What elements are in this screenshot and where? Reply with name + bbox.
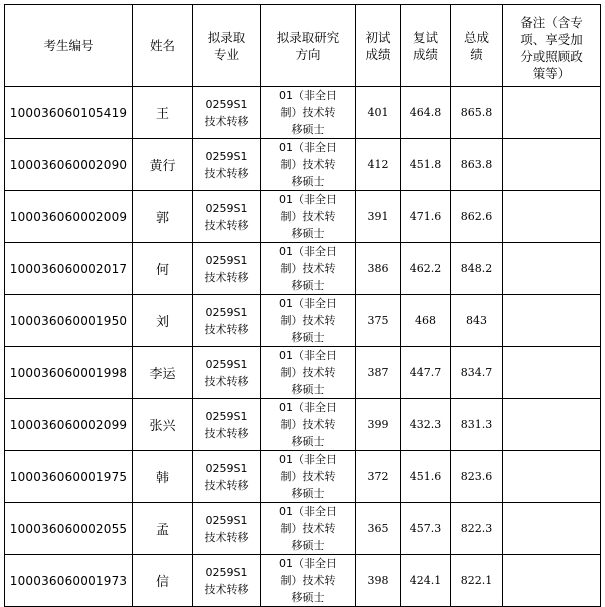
cell-name [133,503,193,555]
header-retest: 复试 成绩 [401,5,451,87]
cell-retest-score: 451.6 [401,451,451,503]
header-total: 总成 绩 [451,5,503,87]
cell-name [133,191,193,243]
cell-total-score: 863.8 [451,139,503,191]
cell-retest-score: 457.3 [401,503,451,555]
cell-direction: 01（非全日 制）技术转 移硕士 [261,347,356,399]
name-text: 黄行 [149,159,176,174]
cell-name [133,87,193,139]
cell-prelim-score: 401 [356,87,401,139]
cell-direction: 01（非全日 制）技术转 移硕士 [261,451,356,503]
name-text: 张兴 [149,419,176,434]
cell-total-score: 823.6 [451,451,503,503]
cell-candidate-id: 100036060002017 [5,243,133,295]
table-row [5,87,601,139]
cell-total-score: 834.7 [451,347,503,399]
cell-note [503,191,601,243]
cell-candidate-id: 100036060002009 [5,191,133,243]
header-note: 备注（含专 项、享受加 分或照顾政 策等） [503,5,601,87]
cell-name [133,399,193,451]
cell-major: 0259S1 技术转移 [193,243,261,295]
name-text: 李运 [149,367,176,382]
name-text: 何 [155,263,169,278]
cell-candidate-id: 100036060001975 [5,451,133,503]
cell-name [133,347,193,399]
table-body [5,87,601,607]
admission-table [4,4,601,607]
cell-candidate-id: 100036060002055 [5,503,133,555]
table-row [5,191,601,243]
cell-total-score: 822.3 [451,503,503,555]
cell-major: 0259S1 技术转移 [193,451,261,503]
table-row [5,347,601,399]
name-text: 王 [155,107,169,122]
cell-retest-score: 468 [401,295,451,347]
cell-total-score: 862.6 [451,191,503,243]
cell-prelim-score: 386 [356,243,401,295]
table-row [5,295,601,347]
cell-prelim-score: 399 [356,399,401,451]
cell-direction: 01（非全日 制）技术转 移硕士 [261,399,356,451]
cell-name [133,243,193,295]
name-text: 郭 [155,211,169,226]
cell-total-score: 848.2 [451,243,503,295]
cell-direction: 01（非全日 制）技术转 移硕士 [261,243,356,295]
cell-prelim-score: 365 [356,503,401,555]
cell-major: 0259S1 技术转移 [193,503,261,555]
cell-candidate-id: 100036060002090 [5,139,133,191]
cell-retest-score: 471.6 [401,191,451,243]
header-id: 考生编号 [5,5,133,87]
cell-retest-score: 462.2 [401,243,451,295]
cell-direction: 01（非全日 制）技术转 移硕士 [261,555,356,607]
cell-note [503,139,601,191]
cell-direction: 01（非全日 制）技术转 移硕士 [261,503,356,555]
header-direction: 拟录取研究 方向 [261,5,356,87]
cell-total-score: 843 [451,295,503,347]
cell-prelim-score: 375 [356,295,401,347]
cell-note [503,451,601,503]
cell-retest-score: 464.8 [401,87,451,139]
cell-note [503,295,601,347]
cell-major: 0259S1 技术转移 [193,399,261,451]
cell-direction: 01（非全日 制）技术转 移硕士 [261,295,356,347]
table-row [5,399,601,451]
cell-candidate-id: 100036060105419 [5,87,133,139]
cell-name [133,139,193,191]
cell-retest-score: 432.3 [401,399,451,451]
cell-prelim-score: 391 [356,191,401,243]
cell-major: 0259S1 技术转移 [193,139,261,191]
cell-prelim-score: 398 [356,555,401,607]
cell-major: 0259S1 技术转移 [193,87,261,139]
header-prelim: 初试 成绩 [356,5,401,87]
cell-name [133,295,193,347]
cell-direction: 01（非全日 制）技术转 移硕士 [261,87,356,139]
cell-total-score: 831.3 [451,399,503,451]
table-row [5,243,601,295]
name-text: 刘 [155,315,169,330]
cell-candidate-id: 100036060001950 [5,295,133,347]
table-row [5,555,601,607]
cell-note [503,555,601,607]
cell-retest-score: 424.1 [401,555,451,607]
cell-name [133,555,193,607]
cell-note [503,87,601,139]
cell-total-score: 865.8 [451,87,503,139]
cell-retest-score: 451.8 [401,139,451,191]
cell-prelim-score: 387 [356,347,401,399]
header-major: 拟录取 专业 [193,5,261,87]
cell-note [503,243,601,295]
cell-candidate-id: 100036060001973 [5,555,133,607]
name-text: 韩 [155,471,169,486]
cell-direction: 01（非全日 制）技术转 移硕士 [261,139,356,191]
name-text: 信 [155,575,169,590]
cell-prelim-score: 372 [356,451,401,503]
cell-prelim-score: 412 [356,139,401,191]
header-name: 姓名 [133,5,193,87]
cell-candidate-id: 100036060001998 [5,347,133,399]
table-row [5,503,601,555]
table-row [5,451,601,503]
table-row [5,139,601,191]
cell-major: 0259S1 技术转移 [193,347,261,399]
cell-note [503,347,601,399]
cell-direction: 01（非全日 制）技术转 移硕士 [261,191,356,243]
cell-note [503,503,601,555]
cell-name [133,451,193,503]
header-row [5,5,601,87]
cell-retest-score: 447.7 [401,347,451,399]
cell-major: 0259S1 技术转移 [193,191,261,243]
cell-candidate-id: 100036060002099 [5,399,133,451]
cell-note [503,399,601,451]
cell-total-score: 822.1 [451,555,503,607]
name-text: 孟 [155,523,169,538]
cell-major: 0259S1 技术转移 [193,555,261,607]
cell-major: 0259S1 技术转移 [193,295,261,347]
